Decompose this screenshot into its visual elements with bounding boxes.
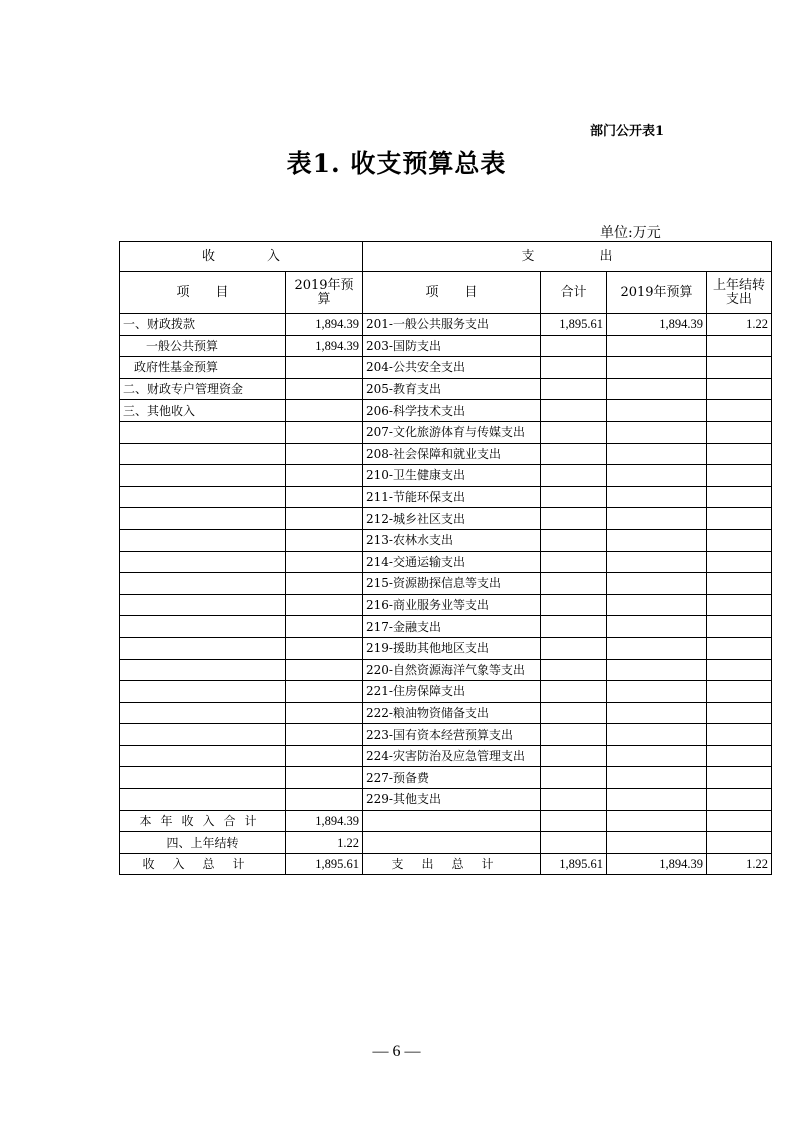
expenditure-carryover: [707, 400, 772, 422]
income-value: [286, 616, 363, 638]
income-value: 1,894.39: [286, 335, 363, 357]
expenditure-carryover: [707, 529, 772, 551]
header-row-1: [120, 242, 772, 272]
exp-carryover-header: 上年结转支出: [707, 272, 772, 314]
expenditure-total: [541, 637, 607, 659]
table-row: [120, 573, 772, 595]
expenditure-carryover: [707, 421, 772, 443]
expenditure-budget: [607, 529, 707, 551]
income-value: [286, 789, 363, 811]
expenditure-total: [541, 508, 607, 530]
expenditure-budget: [607, 335, 707, 357]
expenditure-budget: [607, 767, 707, 789]
income-total-value: 1,895.61: [286, 853, 363, 875]
expenditure-item: 204-公共安全支出: [363, 357, 541, 379]
expenditure-total: [541, 724, 607, 746]
table-row: [120, 659, 772, 681]
expenditure-total: [541, 745, 607, 767]
expenditure-budget: [607, 724, 707, 746]
expenditure-total: [541, 421, 607, 443]
income-value: [286, 637, 363, 659]
income-value: [286, 594, 363, 616]
table-row: [120, 616, 772, 638]
exp-total-value: 1,895.61: [541, 853, 607, 875]
expenditure-item: 203-国防支出: [363, 335, 541, 357]
income-item: 一、财政拨款: [120, 314, 286, 336]
expenditure-carryover: [707, 486, 772, 508]
expenditure-carryover: [707, 573, 772, 595]
table-row: [120, 465, 772, 487]
income-value: 1,894.39: [286, 314, 363, 336]
table-row: [120, 508, 772, 530]
expenditure-item: 214-交通运输支出: [363, 551, 541, 573]
expenditure-budget: [607, 573, 707, 595]
income-item: 二、财政专户管理资金: [120, 378, 286, 400]
expenditure-budget: [607, 443, 707, 465]
carryover-row: [120, 832, 772, 854]
empty-cell: [607, 810, 707, 832]
expenditure-carryover: [707, 378, 772, 400]
table-row: [120, 789, 772, 811]
expenditure-carryover: [707, 681, 772, 703]
expenditure-carryover: [707, 551, 772, 573]
expenditure-item: 212-城乡社区支出: [363, 508, 541, 530]
expenditure-total: [541, 767, 607, 789]
expenditure-item: 216-商业服务业等支出: [363, 594, 541, 616]
expenditure-budget: [607, 681, 707, 703]
empty-cell: [363, 810, 541, 832]
expenditure-carryover: [707, 724, 772, 746]
expenditure-item: 205-教育支出: [363, 378, 541, 400]
table-row: [120, 745, 772, 767]
table-row: [120, 702, 772, 724]
expenditure-budget: [607, 745, 707, 767]
income-item: [120, 659, 286, 681]
empty-cell: [541, 832, 607, 854]
expenditure-carryover: [707, 616, 772, 638]
expenditure-budget: [607, 789, 707, 811]
expenditure-item: 213-农林水支出: [363, 529, 541, 551]
expenditure-total: [541, 357, 607, 379]
expenditure-total: [541, 551, 607, 573]
table-row: [120, 421, 772, 443]
expenditure-total: [541, 443, 607, 465]
expenditure-budget: [607, 616, 707, 638]
income-value: [286, 508, 363, 530]
income-total-label: 收入总计: [120, 853, 286, 875]
expenditure-budget: [607, 400, 707, 422]
expenditure-carryover: [707, 594, 772, 616]
budget-table: [119, 241, 772, 875]
unit-label: 单位:万元: [600, 225, 661, 241]
expenditure-budget: [607, 508, 707, 530]
expenditure-item: 224-灾害防治及应急管理支出: [363, 745, 541, 767]
empty-cell: [707, 810, 772, 832]
table-row: [120, 357, 772, 379]
expenditure-header: 支 出: [363, 242, 772, 272]
expenditure-carryover: [707, 789, 772, 811]
income-value: [286, 659, 363, 681]
income-item: [120, 529, 286, 551]
expenditure-total: [541, 594, 607, 616]
expenditure-item: 217-金融支出: [363, 616, 541, 638]
income-item: 一般公共预算: [120, 335, 286, 357]
income-value: [286, 767, 363, 789]
income-value: [286, 573, 363, 595]
expenditure-budget: [607, 357, 707, 379]
expenditure-budget: 1,894.39: [607, 314, 707, 336]
empty-cell: [607, 832, 707, 854]
income-item: [120, 637, 286, 659]
expenditure-carryover: [707, 659, 772, 681]
income-item: [120, 594, 286, 616]
income-item: 政府性基金预算: [120, 357, 286, 379]
expenditure-item: 220-自然资源海洋气象等支出: [363, 659, 541, 681]
expenditure-item: 229-其他支出: [363, 789, 541, 811]
empty-cell: [541, 810, 607, 832]
income-value: [286, 378, 363, 400]
table-row: [120, 551, 772, 573]
expenditure-item: 219-援助其他地区支出: [363, 637, 541, 659]
expenditure-total: 1,895.61: [541, 314, 607, 336]
income-item: [120, 551, 286, 573]
expenditure-item: 222-粮油物资储备支出: [363, 702, 541, 724]
income-value: [286, 486, 363, 508]
income-item-header: 项 目: [120, 272, 286, 314]
income-item: [120, 616, 286, 638]
expenditure-carryover: [707, 508, 772, 530]
expenditure-item: 207-文化旅游体育与传媒支出: [363, 421, 541, 443]
empty-cell: [363, 832, 541, 854]
expenditure-item: 221-住房保障支出: [363, 681, 541, 703]
year-income-value: 1,894.39: [286, 810, 363, 832]
expenditure-item: 211-节能环保支出: [363, 486, 541, 508]
table-row: [120, 529, 772, 551]
table-row: [120, 378, 772, 400]
table-row: [120, 400, 772, 422]
exp-item-header: 项 目: [363, 272, 541, 314]
expenditure-budget: [607, 702, 707, 724]
expenditure-budget: [607, 659, 707, 681]
expenditure-total: [541, 659, 607, 681]
empty-cell: [707, 832, 772, 854]
income-item: [120, 681, 286, 703]
expenditure-item: 227-预备费: [363, 767, 541, 789]
table-row: [120, 637, 772, 659]
expenditure-budget: [607, 486, 707, 508]
table-row: [120, 594, 772, 616]
table-row: [120, 486, 772, 508]
income-value: [286, 551, 363, 573]
income-item: [120, 702, 286, 724]
exp-budget-value: 1,894.39: [607, 853, 707, 875]
table-row: [120, 314, 772, 336]
expenditure-total: [541, 378, 607, 400]
header-row-2: [120, 272, 772, 314]
income-value: [286, 702, 363, 724]
expenditure-total: [541, 789, 607, 811]
exp-total-header: 合计: [541, 272, 607, 314]
grand-total-row: [120, 853, 772, 875]
exp-budget-header: 2019年预算: [607, 272, 707, 314]
income-item: [120, 443, 286, 465]
expenditure-total: [541, 573, 607, 595]
page-number: — 6 —: [372, 1043, 421, 1060]
expenditure-carryover: 1.22: [707, 314, 772, 336]
expenditure-total: [541, 702, 607, 724]
expenditure-total: [541, 529, 607, 551]
expenditure-budget: [607, 378, 707, 400]
table-row: [120, 681, 772, 703]
carryover-label: 四、上年结转: [120, 832, 286, 854]
table-row: [120, 767, 772, 789]
expenditure-budget: [607, 637, 707, 659]
income-item: [120, 745, 286, 767]
expenditure-total: [541, 681, 607, 703]
expenditure-total: [541, 335, 607, 357]
income-value: [286, 443, 363, 465]
income-item: [120, 724, 286, 746]
income-item: [120, 767, 286, 789]
income-item: [120, 573, 286, 595]
expenditure-item: 208-社会保障和就业支出: [363, 443, 541, 465]
income-value: [286, 357, 363, 379]
expenditure-budget: [607, 465, 707, 487]
exp-total-label: 支出总计: [363, 853, 541, 875]
income-value: [286, 400, 363, 422]
income-item: 三、其他收入: [120, 400, 286, 422]
year-income-label: 本年收入合计: [120, 810, 286, 832]
expenditure-carryover: [707, 702, 772, 724]
expenditure-total: [541, 616, 607, 638]
expenditure-carryover: [707, 465, 772, 487]
exp-carry-value: 1.22: [707, 853, 772, 875]
expenditure-carryover: [707, 637, 772, 659]
income-value: [286, 465, 363, 487]
document-label: 部门公开表1: [590, 124, 665, 139]
expenditure-budget: [607, 594, 707, 616]
income-item: [120, 486, 286, 508]
income-value: [286, 529, 363, 551]
expenditure-total: [541, 465, 607, 487]
expenditure-item: 206-科学技术支出: [363, 400, 541, 422]
table-row: [120, 443, 772, 465]
income-value: [286, 745, 363, 767]
expenditure-budget: [607, 551, 707, 573]
income-item: [120, 789, 286, 811]
expenditure-item: 223-国有资本经营预算支出: [363, 724, 541, 746]
income-value: [286, 724, 363, 746]
expenditure-carryover: [707, 745, 772, 767]
income-item: [120, 421, 286, 443]
income-budget-header: 2019年预算: [286, 272, 363, 314]
carryover-value: 1.22: [286, 832, 363, 854]
expenditure-carryover: [707, 335, 772, 357]
expenditure-budget: [607, 421, 707, 443]
income-value: [286, 681, 363, 703]
income-item: [120, 508, 286, 530]
table-row: [120, 335, 772, 357]
expenditure-carryover: [707, 443, 772, 465]
expenditure-item: 215-资源勘探信息等支出: [363, 573, 541, 595]
expenditure-carryover: [707, 357, 772, 379]
expenditure-item: 201-一般公共服务支出: [363, 314, 541, 336]
page-title: 表1. 收支预算总表: [286, 149, 507, 178]
expenditure-total: [541, 400, 607, 422]
income-item: [120, 465, 286, 487]
income-value: [286, 421, 363, 443]
expenditure-item: 210-卫生健康支出: [363, 465, 541, 487]
table-row: [120, 724, 772, 746]
year-income-row: [120, 810, 772, 832]
expenditure-total: [541, 486, 607, 508]
income-header: 收 入: [120, 242, 363, 272]
expenditure-carryover: [707, 767, 772, 789]
